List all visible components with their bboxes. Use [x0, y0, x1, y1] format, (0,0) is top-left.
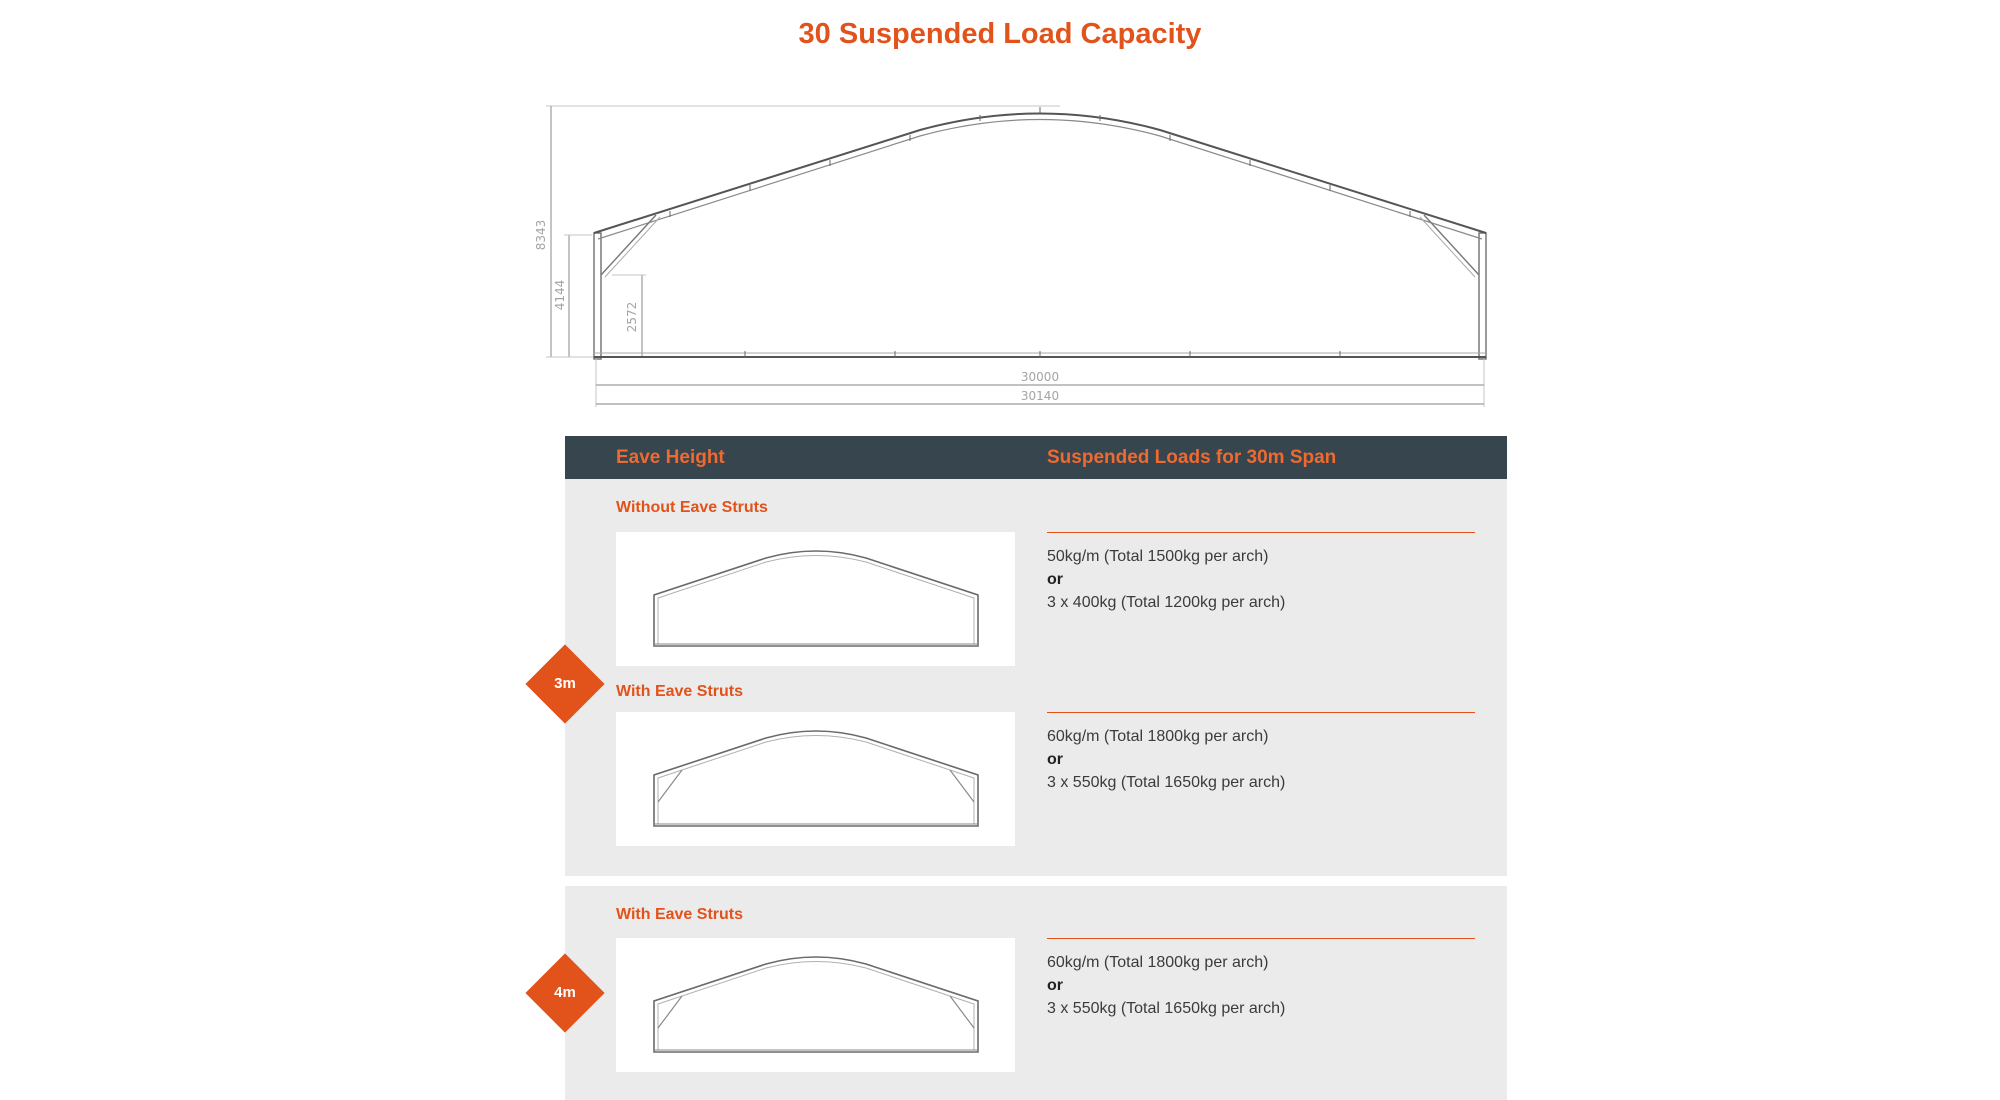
- load-distributed: 50kg/m (Total 1500kg per arch): [1047, 548, 1269, 565]
- dim-total-height: 8343: [534, 219, 548, 251]
- col-suspended-loads: Suspended Loads for 30m Span: [1047, 447, 1337, 468]
- dim-span: 30000: [1020, 370, 1060, 384]
- eave-group-4m: [565, 886, 1507, 1100]
- load-point: 3 x 550kg (Total 1650kg per arch): [1047, 1000, 1286, 1017]
- load-divider: [1047, 532, 1475, 533]
- eave-badge-4m-label: 4m: [554, 984, 576, 1001]
- load-point: 3 x 550kg (Total 1650kg per arch): [1047, 774, 1286, 791]
- frame-thumbnail: [616, 532, 1015, 666]
- eave-badge-3m-label: 3m: [554, 675, 576, 692]
- row-label: Without Eave Struts: [616, 499, 768, 516]
- load-details: [1047, 951, 1285, 1020]
- dim-eave-height: 4144: [553, 279, 567, 311]
- load-details: [1047, 545, 1285, 614]
- eave-group-3m: [565, 479, 1507, 876]
- frame-thumbnail: [616, 938, 1015, 1072]
- dim-overall-span: 30140: [1020, 389, 1060, 403]
- dim-strut-height: 2572: [625, 301, 639, 333]
- table-header: [565, 436, 1507, 479]
- load-divider: [1047, 938, 1475, 939]
- load-divider: [1047, 712, 1475, 713]
- row-label: With Eave Struts: [616, 906, 743, 923]
- load-point: 3 x 400kg (Total 1200kg per arch): [1047, 594, 1286, 611]
- frame-thumbnail: [616, 712, 1015, 846]
- load-distributed: 60kg/m (Total 1800kg per arch): [1047, 954, 1269, 971]
- row-label: With Eave Struts: [616, 683, 743, 700]
- load-distributed: 60kg/m (Total 1800kg per arch): [1047, 728, 1269, 745]
- load-or: or: [1047, 571, 1063, 588]
- frame-elevation-drawing: [520, 95, 1510, 415]
- col-eave-height: Eave Height: [616, 447, 725, 468]
- load-or: or: [1047, 751, 1063, 768]
- page-title: 30 Suspended Load Capacity: [798, 18, 1202, 50]
- load-or: or: [1047, 977, 1063, 994]
- load-details: [1047, 725, 1285, 794]
